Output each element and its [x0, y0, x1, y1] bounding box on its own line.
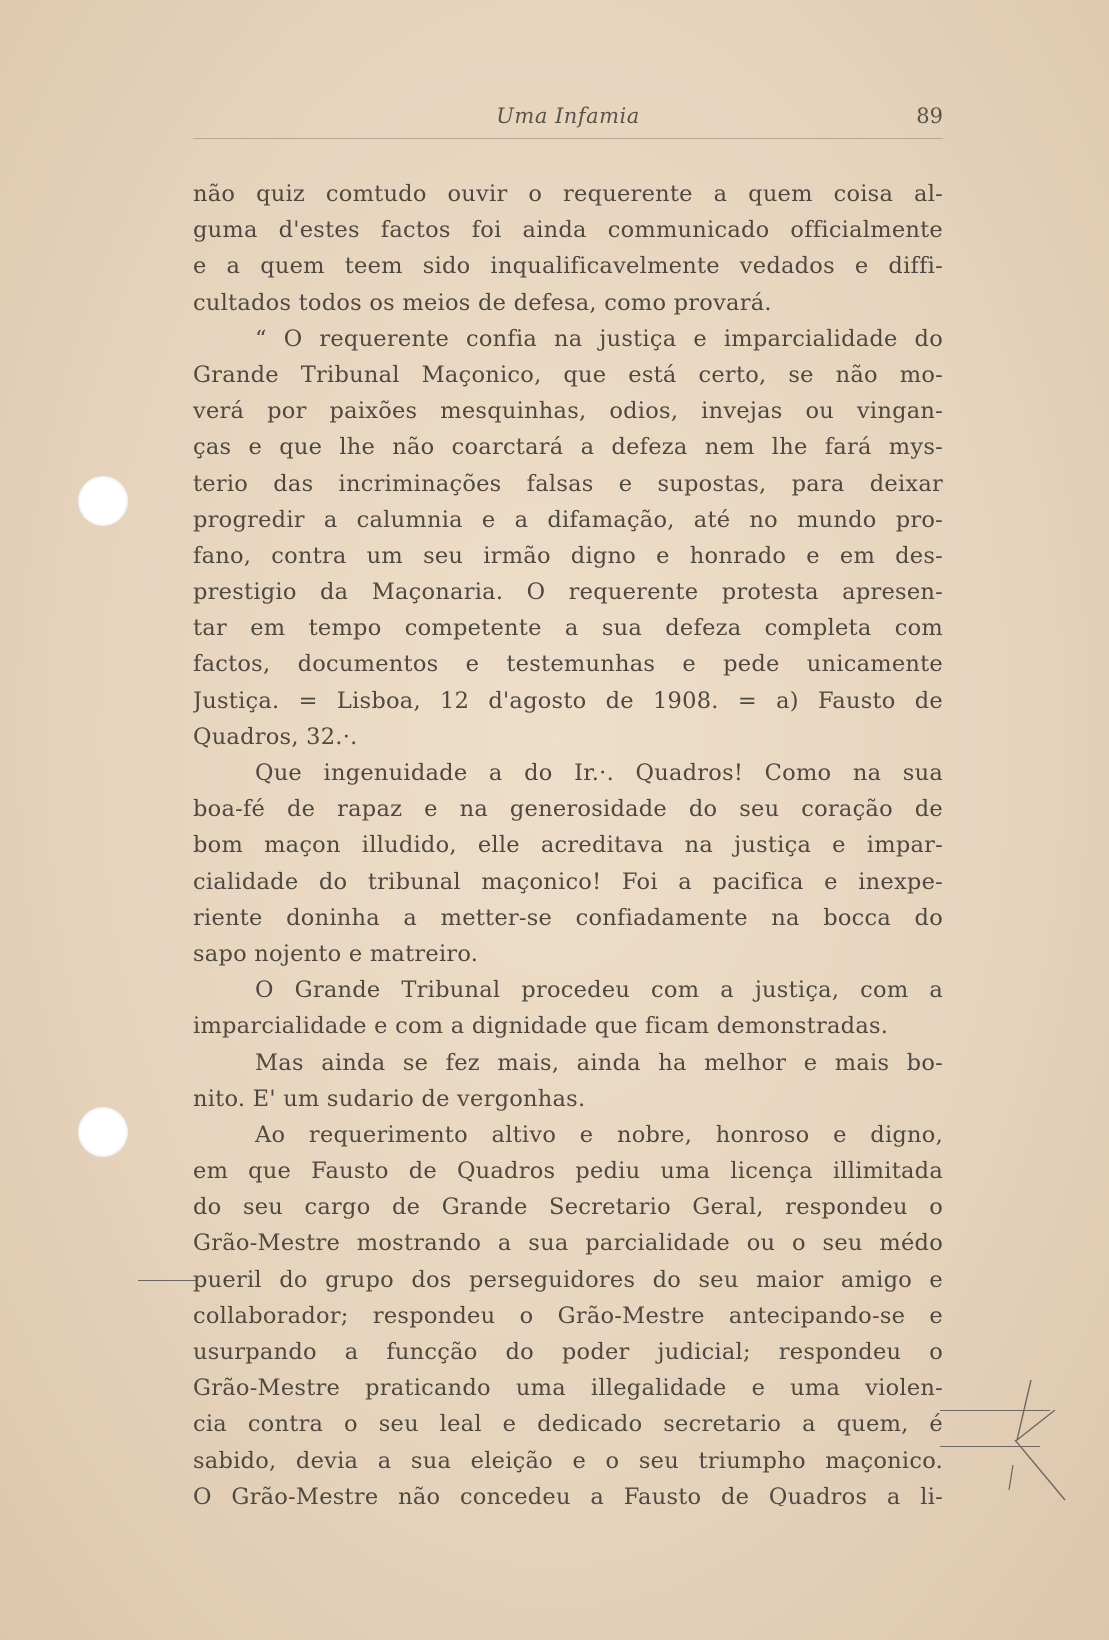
text-line: “ O requerente confia na justiça e imparcialidade do: [255, 325, 943, 352]
text-line: do seu cargo de Grande Secretario Geral, respondeu o: [193, 1194, 943, 1221]
text-line: ças e que lhe não coarctará a defeza nem lhe fará mys-: [193, 434, 943, 461]
page-number: 89: [916, 104, 943, 128]
text-line: terio das incriminações falsas e supostas, para deixar: [193, 470, 943, 497]
text-line: O Grão-Mestre não concedeu a Fausto de Quadros a li-: [193, 1483, 943, 1506]
text-line: Que ingenuidade a do Ir.·. Quadros! Como na sua: [255, 760, 943, 786]
text-line: riente doninha a metter-se confiadamente na bocca do: [193, 904, 943, 931]
text-line: Justiça. = Lisboa, 12 d'agosto de 1908. = a) Fausto de: [193, 687, 943, 714]
text-line: Ao requerimento altivo e nobre, honroso e digno,: [255, 1121, 943, 1148]
punch-hole-top: [78, 476, 128, 526]
text-line: guma d'estes factos foi ainda communicado officialmente: [193, 217, 943, 244]
text-line: progredir a calumnia e a difamação, até no mundo pro-: [193, 506, 943, 533]
text-line: cia contra o seu leal e dedicado secretario a quem, é: [193, 1411, 943, 1438]
text-line: sabido, devia a sua eleição e o seu triumpho maçonico.: [193, 1447, 943, 1474]
text-line: Grão-Mestre praticando uma illegalidade e uma violen-: [193, 1375, 943, 1402]
text-line: O Grande Tribunal procedeu com a justiça, com a: [255, 977, 943, 1004]
text-line: Quadros, 32.·.: [193, 723, 358, 750]
text-line: factos, documentos e testemunhas e pede unicamente: [193, 651, 943, 678]
text-line: boa-fé de rapaz e na generosidade do seu coração de: [193, 796, 943, 823]
text-line: nito. E' um sudario de vergonhas.: [193, 1085, 586, 1112]
text-line: e a quem teem sido inqualificavelmente vedados e diffi-: [193, 253, 943, 280]
text-line: bom maçon illudido, elle acreditava na justiça e impar-: [193, 832, 943, 859]
margin-pencil-mark: [1003, 1370, 1073, 1510]
text-line: Mas ainda se fez mais, ainda ha melhor e mais bo-: [255, 1049, 943, 1076]
text-line: Grão-Mestre mostrando a sua parcialidade ou o seu médo: [193, 1230, 943, 1257]
text-line: verá por paixões mesquinhas, odios, invejas ou vingan-: [193, 398, 943, 425]
text-line: cultados todos os meios de defesa, como provará.: [193, 289, 772, 316]
punch-hole-bottom: [78, 1107, 128, 1157]
text-line: sapo nojento e matreiro.: [193, 940, 479, 967]
text-line: Grande Tribunal Maçonico, que está certo, se não mo-: [193, 361, 943, 388]
text-line: não quiz comtudo ouvir o requerente a quem coisa al-: [193, 181, 943, 207]
body-text: [193, 176, 943, 1506]
text-line: usurpando a funcção do poder judicial; respondeu o: [193, 1339, 943, 1365]
text-line: prestigio da Maçonaria. O requerente protesta apresen-: [193, 579, 943, 606]
text-line: imparcialidade e com a dignidade que ficam demonstradas.: [193, 1013, 889, 1040]
text-line: collaborador; respondeu o Grão-Mestre antecipando-se e: [193, 1302, 943, 1329]
running-header: [193, 98, 943, 139]
text-line: pueril do grupo dos perseguidores do seu maior amigo e: [193, 1266, 943, 1293]
running-title: Uma Infamia: [496, 104, 640, 128]
text-line: em que Fausto de Quadros pediu uma licença illimitada: [193, 1158, 943, 1185]
text-line: cialidade do tribunal maçonico! Foi a pacifica e inexpe-: [193, 868, 943, 895]
text-line: tar em tempo competente a sua defeza completa com: [193, 615, 943, 642]
margin-pencil-line: [138, 1280, 198, 1281]
text-line: fano, contra um seu irmão digno e honrado e em des-: [193, 542, 943, 569]
